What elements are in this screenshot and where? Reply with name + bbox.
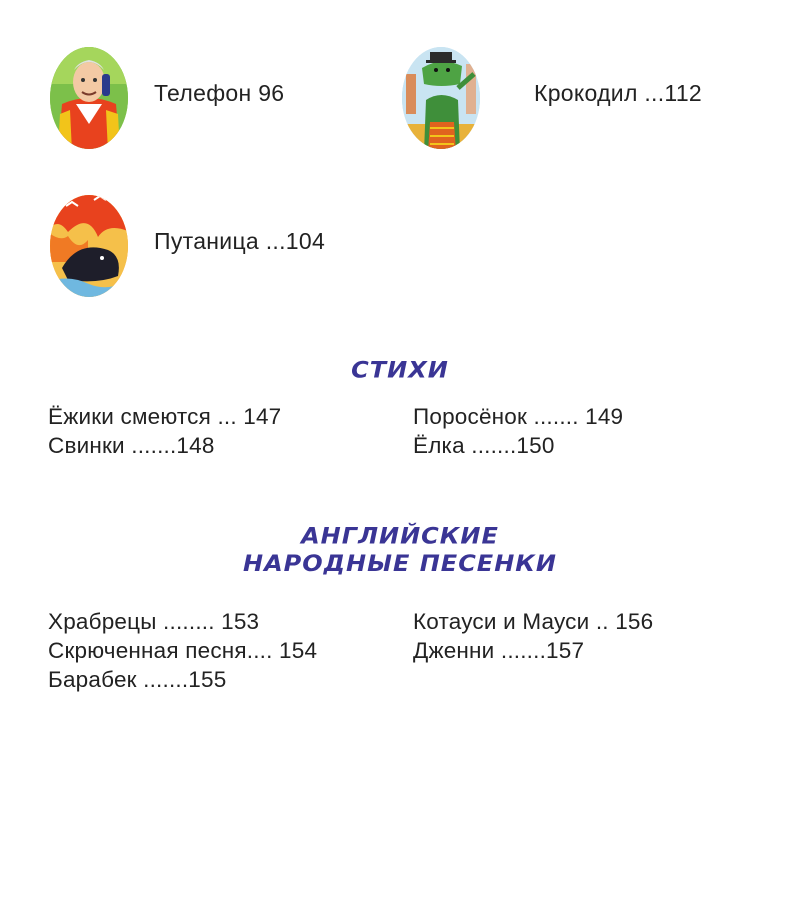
toc-entry[interactable]: Скрюченная песня.... 154 [48,638,318,663]
toc-entry[interactable]: Свинки .......148 [48,433,215,458]
toc-entry[interactable]: Дженни .......157 [413,638,585,663]
section-poems-title [0,356,800,384]
toc-entry[interactable]: Барабек .......155 [48,667,227,692]
section-english-songs-title-line: НАРОДНЫЕ ПЕСЕНКИ [242,550,557,577]
story-crocodile[interactable] [400,44,740,154]
whale-fire-medallion-icon [48,192,130,300]
toc-entry[interactable]: Храбрецы ........ 153 [48,609,260,634]
telephone-elephant-medallion-icon [48,44,130,152]
story-telephone[interactable] [48,44,308,154]
story-confusion-label: Путаница ...104 [154,228,326,254]
section-english-songs-title [0,522,800,577]
crocodile-medallion-icon [400,44,482,152]
story-telephone-label: Телефон 96 [154,80,285,106]
story-confusion[interactable] [48,192,368,302]
toc-entry[interactable]: Ёлка .......150 [413,433,555,458]
toc-entry[interactable]: Поросёнок ....... 149 [413,404,624,429]
story-crocodile-label: Крокодил ...112 [534,80,703,106]
toc-entry[interactable]: Ёжики смеются ... 147 [48,404,282,429]
section-poems-title-line: СТИХИ [351,357,449,383]
toc-entry[interactable]: Котауси и Мауси .. 156 [413,609,654,634]
section-english-songs-title-line: АНГЛИЙСКИЕ [301,523,499,550]
